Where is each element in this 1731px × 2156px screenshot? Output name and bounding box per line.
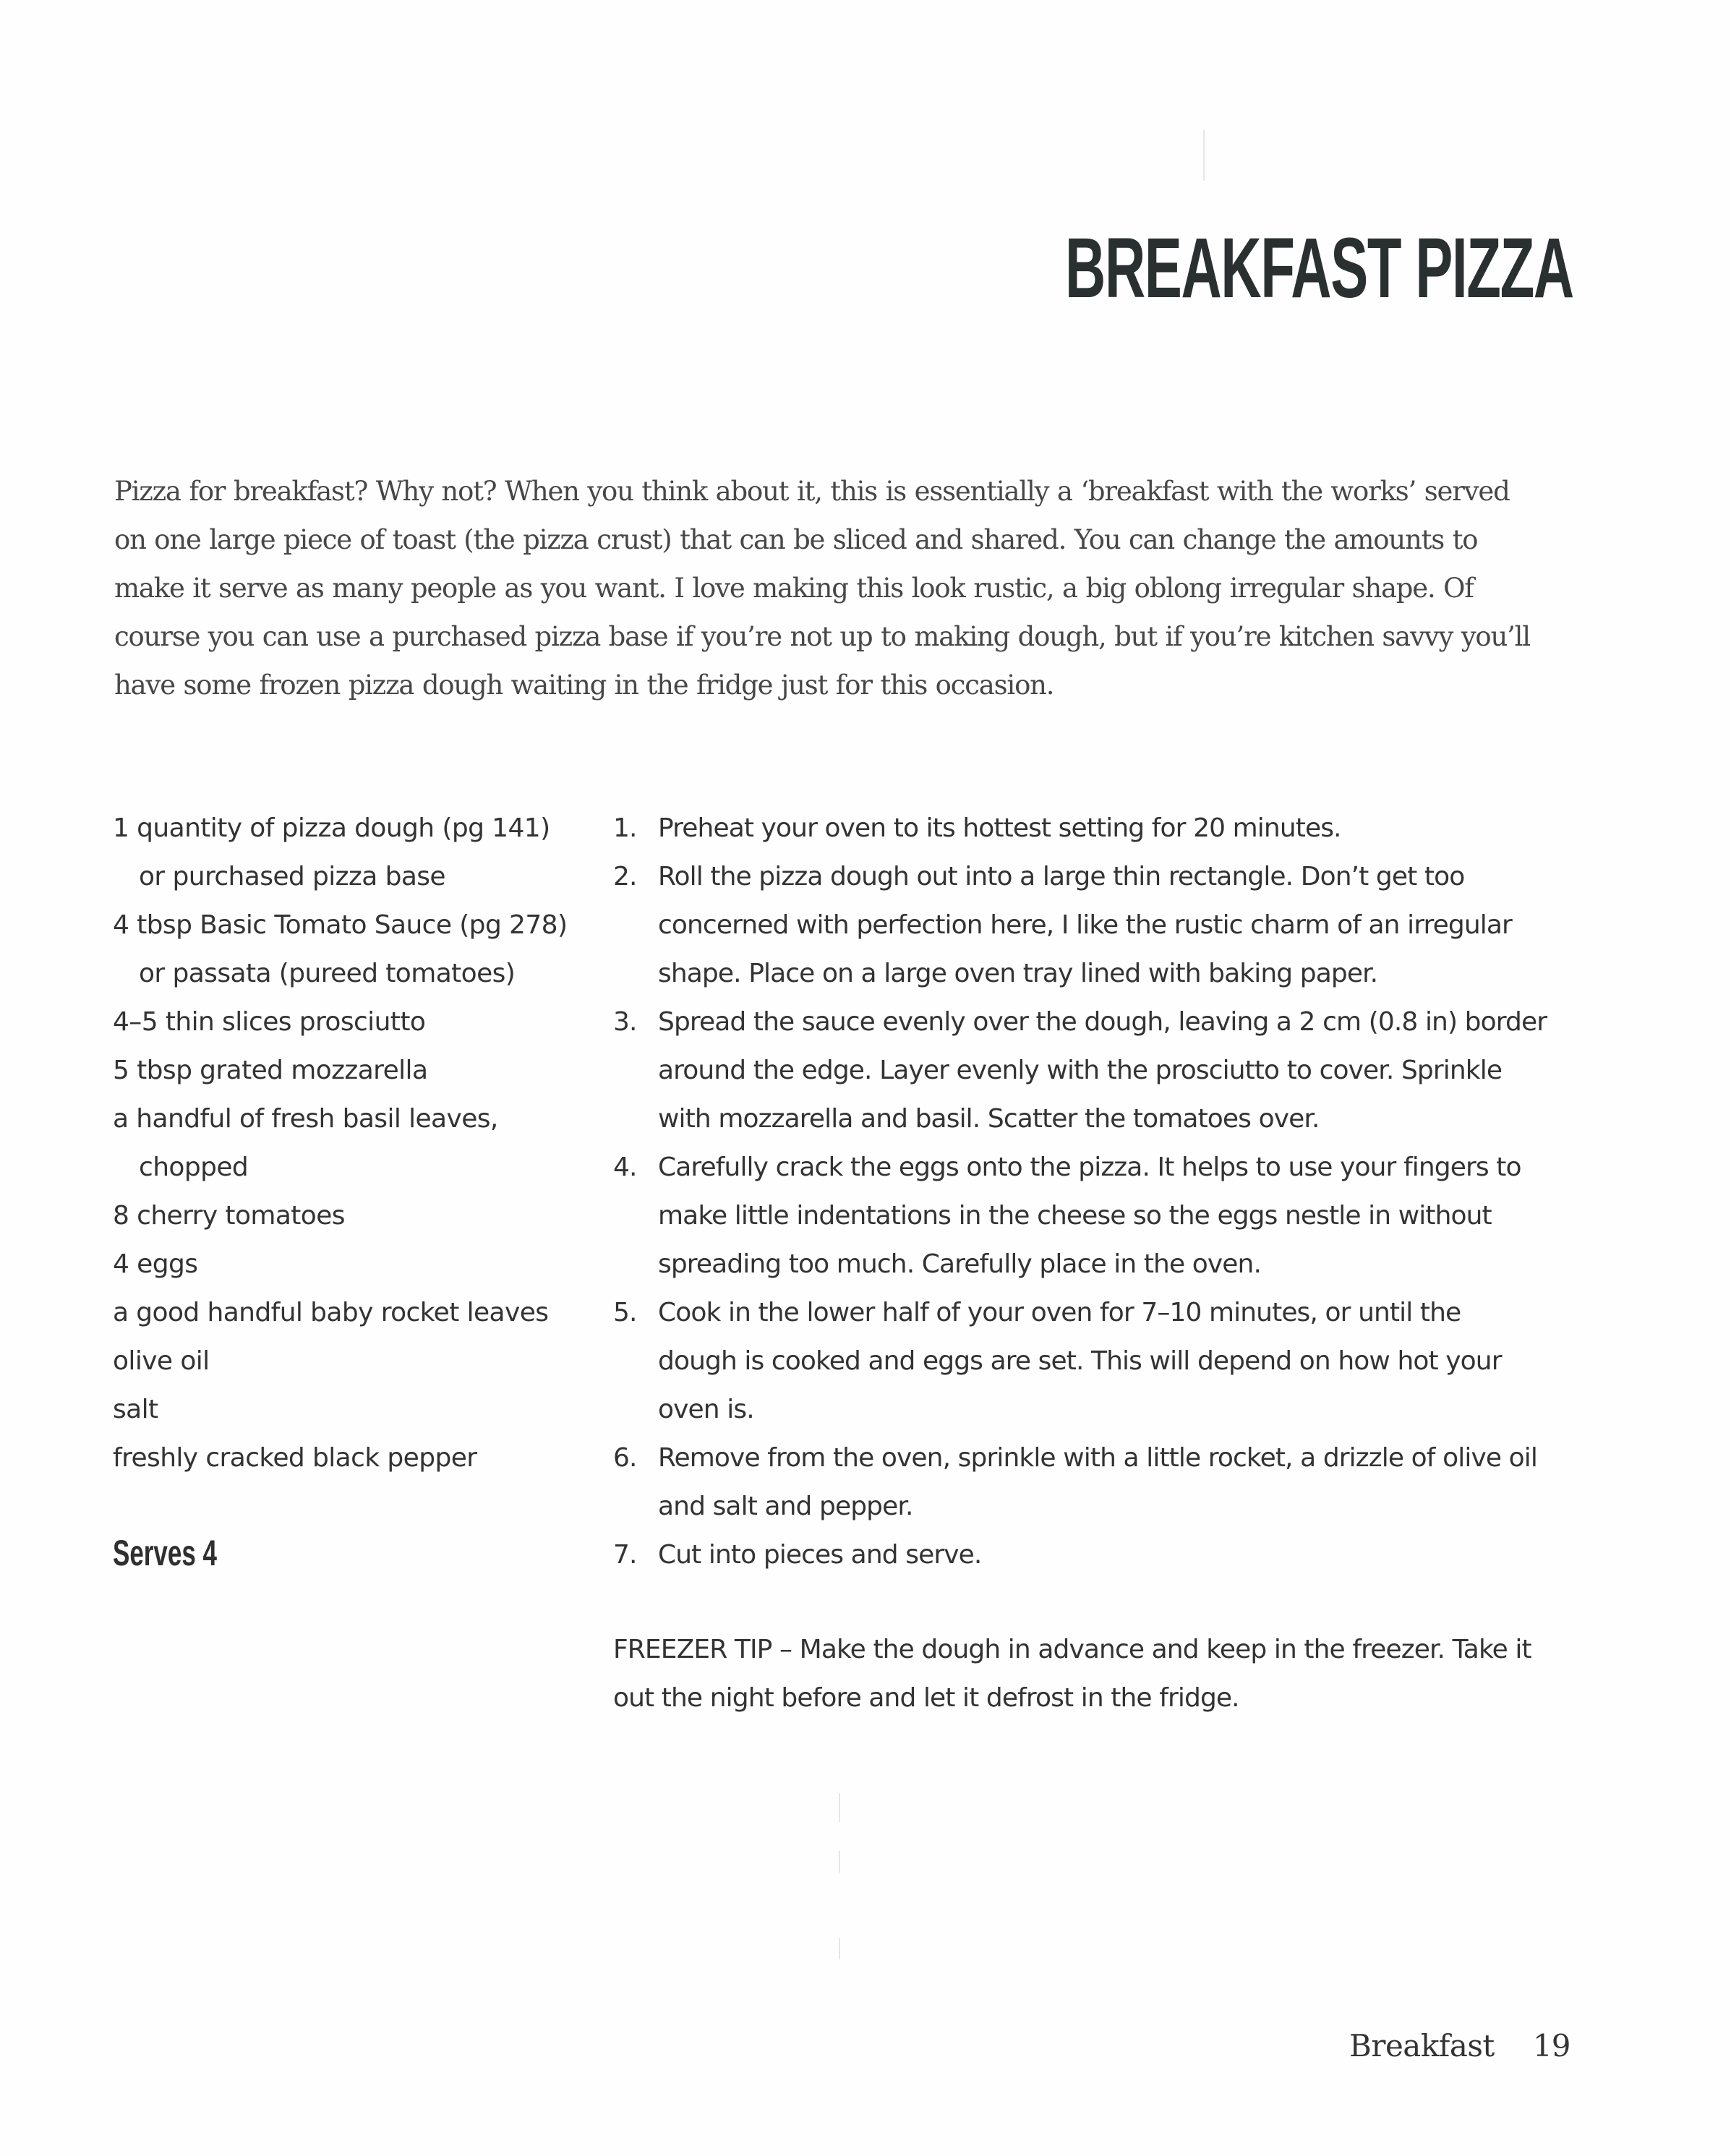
method-step [613,1531,1575,1579]
ingredient-text: 4 tbsp Basic Tomato Sauce (pg 278) [113,910,568,940]
ingredient-text: a good handful baby rocket leaves [113,1298,549,1327]
method-step [613,1288,1575,1434]
step-number: 1. [613,813,637,843]
ingredient-text: 5 tbsp grated mozzarella [113,1056,428,1085]
recipe-intro [114,467,1575,709]
page-footer [0,2024,1731,2075]
tip-line: FREEZER TIP – Make the dough in advance and keep in the freezer. Take it [613,1635,1531,1664]
step-line: Roll the pizza dough out into a large thin rectangle. Don’t get too [658,862,1465,891]
step-line: dough is cooked and eggs are set. This will depend on how hot your [658,1346,1502,1376]
ingredient-text: salt [113,1395,158,1424]
method-steps [613,804,1575,1579]
intro-line: have some frozen pizza dough waiting in the fridge just for this occasion. [114,670,1054,701]
intro-line: make it serve as many people as you want. I love making this look rustic, a big oblong irregular shape. Of [114,573,1474,604]
step-line: with mozzarella and basil. Scatter the tomatoes over. [658,1104,1320,1134]
ingredient-text: 8 cherry tomatoes [113,1201,345,1231]
ingredient-item [113,1337,604,1385]
ingredient-item [113,1192,604,1240]
step-line: spreading too much. Carefully place in the oven. [658,1249,1262,1279]
step-number: 2. [613,862,637,891]
serves-label: Serves 4 [113,1533,218,1573]
method-step [613,1434,1575,1531]
ingredient-text: 4–5 thin slices prosciutto [113,1007,426,1037]
scan-artifact [839,1938,840,1959]
step-line: Carefully crack the eggs onto the pizza. It helps to use your fingers to [658,1152,1521,1182]
footer-section-name: Breakfast [1349,2028,1495,2063]
freezer-tip [613,1625,1575,1722]
ingredient-item [113,1434,604,1482]
ingredient-item [113,1240,604,1288]
ingredient-continuation: chopped [139,1152,249,1182]
method-step [613,1143,1575,1288]
scan-artifact [1203,130,1205,181]
step-number: 4. [613,1152,637,1182]
ingredient-item [113,1288,604,1337]
intro-line: Pizza for breakfast? Why not? When you think about it, this is essentially a ‘breakfast with the works’ served [114,476,1510,507]
ingredient-text: a handful of fresh basil leaves, [113,1104,498,1134]
step-line: around the edge. Layer evenly with the prosciutto to cover. Sprinkle [658,1056,1503,1085]
tip-line: out the night before and let it defrost in the fridge. [613,1683,1239,1713]
step-line: shape. Place on a large oven tray lined with baking paper. [658,959,1378,988]
recipe-title: BREAKFAST PIZZA [1065,221,1573,316]
ingredient-text: 4 eggs [113,1249,198,1279]
step-number: 5. [613,1298,637,1327]
ingredient-item [113,1385,604,1434]
step-line: oven is. [658,1395,754,1424]
ingredient-continuation: or purchased pizza base [139,862,445,891]
step-number: 6. [613,1443,637,1473]
step-line: Cut into pieces and serve. [658,1540,982,1570]
ingredient-item [113,1046,604,1095]
step-number: 7. [613,1540,637,1570]
ingredient-item [113,998,604,1046]
ingredient-text: olive oil [113,1346,210,1376]
step-line: Cook in the lower half of your oven for 7–10 minutes, or until the [658,1298,1461,1327]
step-line: Spread the sauce evenly over the dough, leaving a 2 cm (0.8 in) border [658,1007,1547,1037]
step-line: Preheat your oven to its hottest setting for 20 minutes. [658,813,1341,843]
ingredients-list [113,804,604,1482]
ingredient-text: 1 quantity of pizza dough (pg 141) [113,813,550,843]
method-step [613,998,1575,1143]
ingredient-continuation: or passata (pureed tomatoes) [139,959,516,988]
ingredient-item [113,901,604,998]
step-line: and salt and pepper. [658,1492,913,1521]
ingredient-text: freshly cracked black pepper [113,1443,477,1473]
method-step [613,804,1575,852]
scan-artifact [839,1793,840,1822]
step-line: concerned with perfection here, I like the rustic charm of an irregular [658,910,1512,940]
ingredient-item [113,1095,604,1192]
ingredient-item [113,804,604,901]
scan-artifact [839,1851,840,1873]
step-line: make little indentations in the cheese so the eggs nestle in without [658,1201,1492,1231]
intro-line: course you can use a purchased pizza base if you’re not up to making dough, but if you’re kitchen savvy you’ll [114,621,1530,652]
step-line: Remove from the oven, sprinkle with a little rocket, a drizzle of olive oil [658,1443,1537,1473]
intro-line: on one large piece of toast (the pizza crust) that can be sliced and shared. You can change the amounts to [114,524,1478,555]
step-number: 3. [613,1007,637,1037]
page-number: 19 [1533,2028,1570,2063]
method-step [613,852,1575,998]
